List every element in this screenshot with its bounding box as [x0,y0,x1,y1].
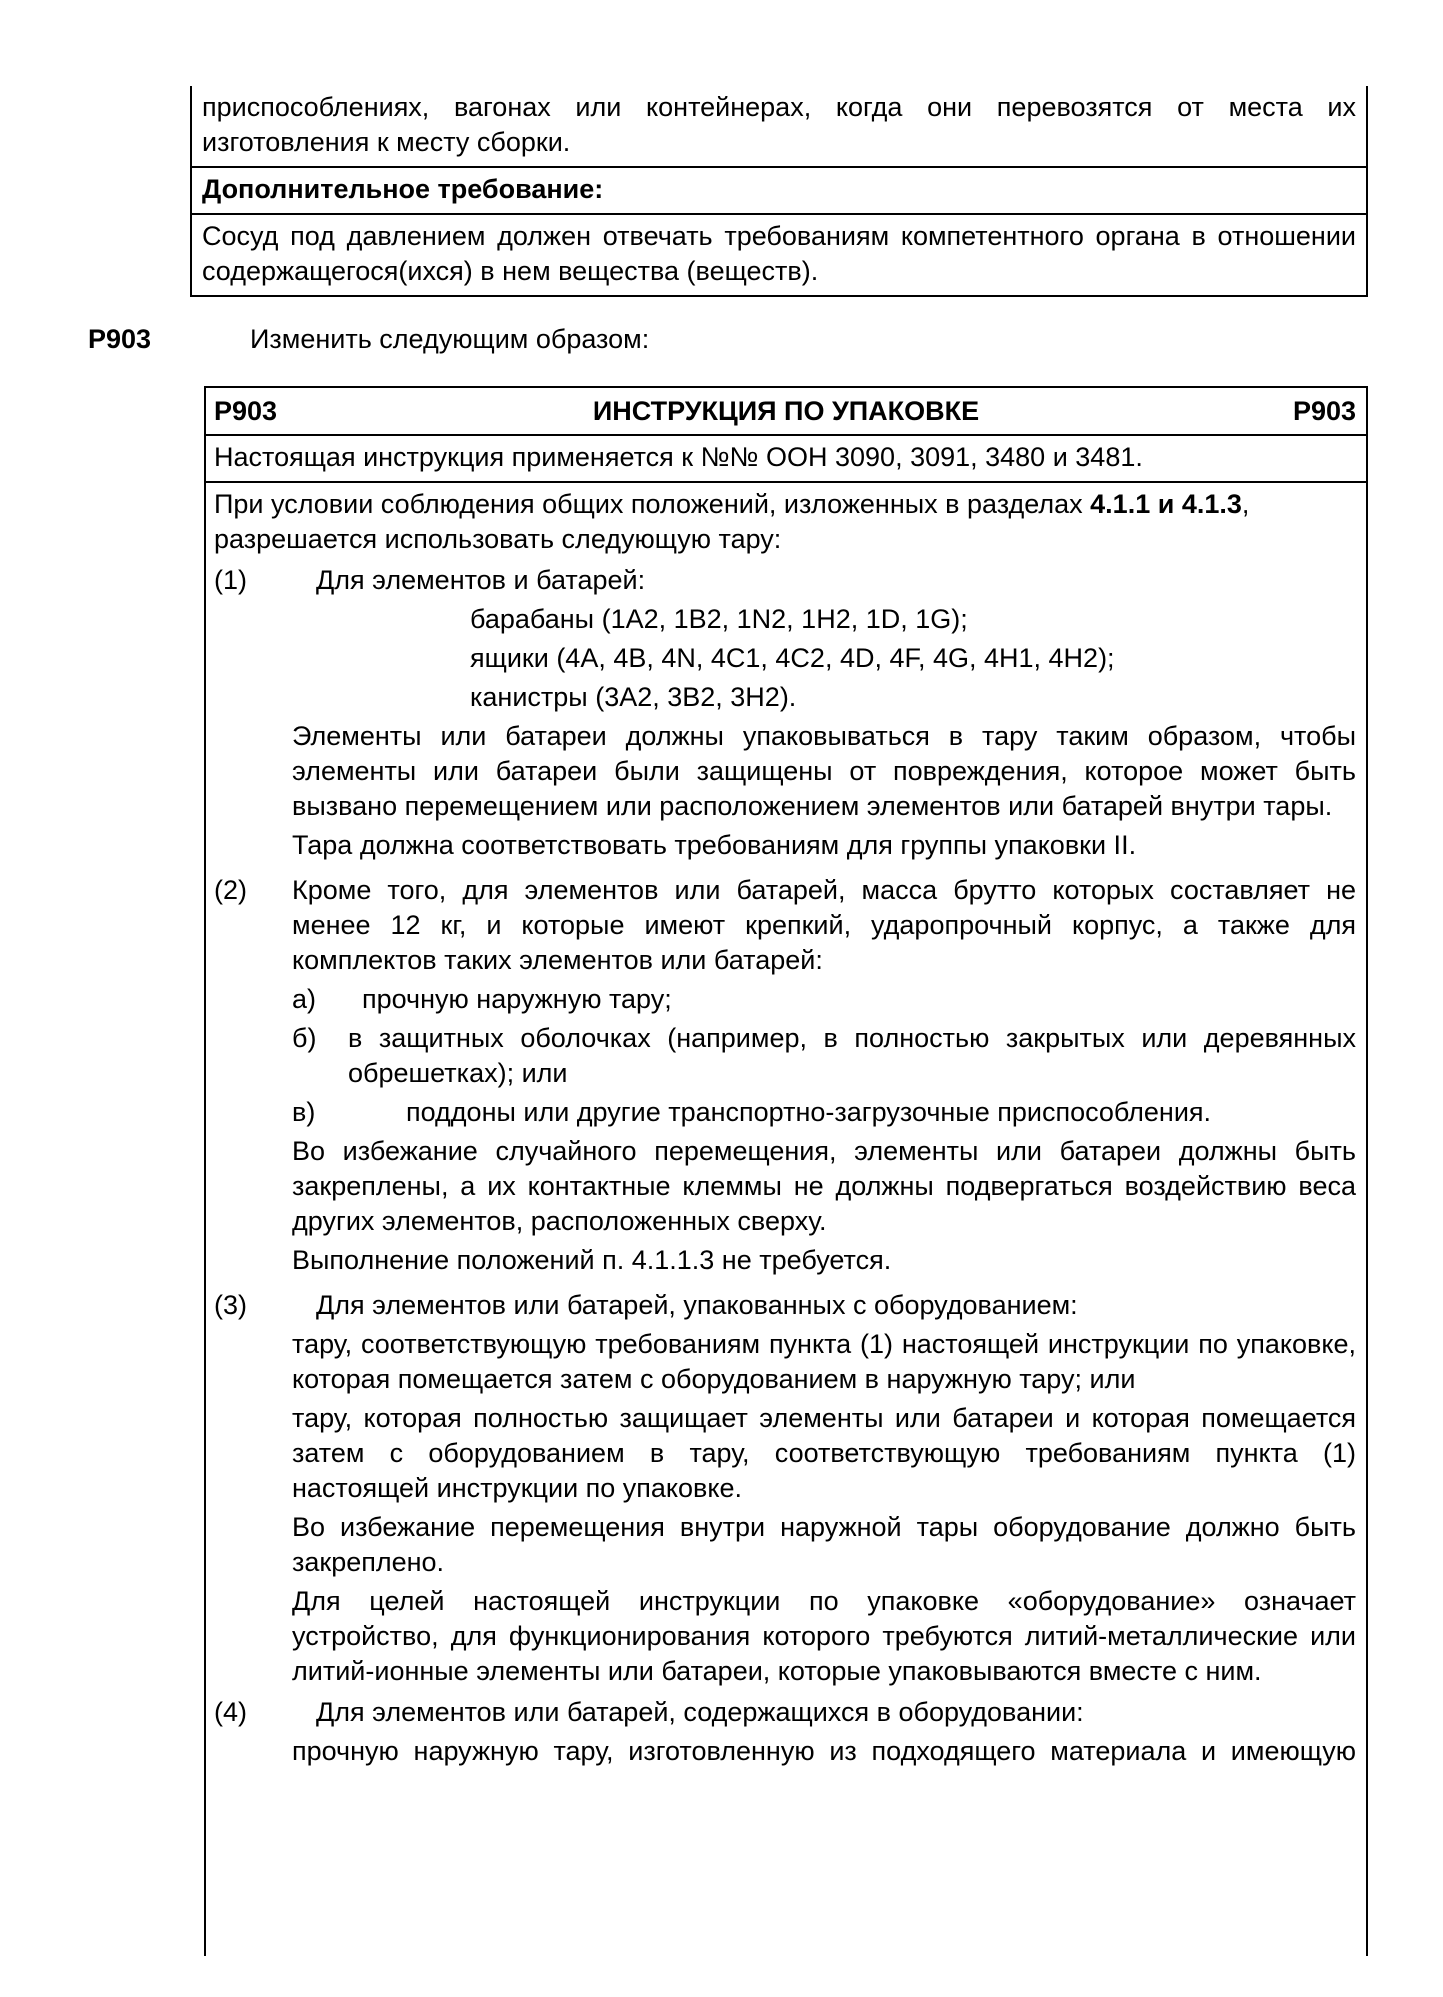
subitem-a [292,982,1356,1017]
section-1-paragraph-2: Тара должна соответствовать требованиям для группы упаковки II. [292,830,1137,860]
section-3-number: (3) [214,1290,247,1320]
package-boxes: ящики (4A, 4B, 4N, 4C1, 4C2, 4D, 4F, 4G, 4H1, 4H2); [470,643,1115,673]
subitem-a-text: прочную наружную тару; [362,984,672,1014]
section-3-lead: Для элементов или батарей, упакованных с оборудованием: [316,1290,1078,1320]
instruction-body [206,481,1366,1775]
section-2-paragraph-1: Во избежание случайного перемещения, элементы или батареи должны быть закреплены, а их контактные клеммы не должны подвергаться воздействию веса других элементов, расположенных сверху. [292,1136,1356,1236]
section-1-paragraph-1: Элементы или батареи должны упаковываться в тару таким образом, чтобы элементы или батареи были защищены от повреждения, которое может быть вызвано перемещением или расположением элементов или батарей внутри тары. [292,721,1356,821]
instruction-code-right: P903 [1292,396,1356,426]
section-2-paragraph-2: Выполнение положений п. 4.1.1.3 не требуется. [292,1245,892,1275]
section-4-paragraph-1: прочную наружную тару, изготовленную из подходящего материала и имеющую [292,1736,1356,1766]
instruction-code-left: P903 [214,396,278,426]
section-4-lead: Для элементов или батарей, содержащихся в оборудовании: [316,1697,1084,1727]
subitem-b [292,1021,1356,1091]
section-4 [214,1695,1356,1769]
previous-instruction-box [190,86,1368,297]
continuation-cell [192,86,1366,166]
subitem-c [292,1095,1356,1130]
section-4-number: (4) [214,1697,247,1727]
section-3-paragraph-2: тару, которая полностью защищает элементы или батареи и которая помещается затем с оборудованием в тару, соответствующую требованиям пункта (1) настоящей инструкции по упаковке. [292,1403,1356,1503]
section-3 [214,1288,1356,1689]
section-1-lead: Для элементов и батарей: [316,565,646,595]
section-2 [214,873,1356,1278]
continuation-line-2: изготовления к месту сборки. [202,127,571,157]
section-2-lead: Кроме того, для элементов или батарей, масса брутто которых составляет не менее 12 кг, и которые имеют крепкий, ударопрочный корпус, а также для комплектов таких элементов или батарей: [292,875,1356,975]
amendment-text: Изменить следующим образом: [250,324,650,354]
subitem-c-letter: в) [292,1097,316,1127]
subitem-b-letter: б) [292,1023,317,1053]
amendment-code: P903 [88,324,152,354]
subitem-c-text: поддоны или другие транспортно-загрузочные приспособления. [406,1097,1212,1127]
intro-paragraph [214,487,1356,557]
package-drums: барабаны (1A2, 1B2, 1N2, 1H2, 1D, 1G); [470,604,968,634]
section-1 [214,563,1356,863]
packing-instruction-box [204,386,1368,1956]
intro-ref-1: 4.1.1 [1090,489,1151,519]
applicability-row: Настоящая инструкция применяется к №№ ООН 3090, 3091, 3480 и 3481. [214,442,1143,472]
instruction-header [206,388,1366,436]
package-jerricans: канистры (3A2, 3B2, 3H2). [470,682,797,712]
intro-pre: При условии соблюдения общих положений, изложенных в разделах [214,489,1091,519]
subitem-a-letter: a) [292,984,317,1014]
subitem-b-text: в защитных оболочках (например, в полностью закрытых или деревянных обрешетках); или [348,1023,1356,1088]
section-3-paragraph-3: Во избежание перемещения внутри наружной тары оборудование должно быть закреплено. [292,1512,1356,1577]
intro-ref-2: 4.1.3 [1181,489,1242,519]
continuation-line-1: приспособлениях, вагонах или контейнерах, когда они перевозятся от места их [202,92,1356,122]
amendment-line [88,322,1368,362]
intro-post: , разрешается использовать следующую тару: [214,489,1250,554]
additional-requirement-text: Сосуд под давлением должен отвечать требованиям компетентного органа в отношении содержащегося(ихся) в нем вещества (веществ). [192,213,1366,295]
instruction-title: ИНСТРУКЦИЯ ПО УПАКОВКЕ [592,396,980,426]
intro-and: и [1150,489,1182,519]
section-2-number: (2) [214,875,247,905]
section-3-paragraph-4: Для целей настоящей инструкции по упаковке «оборудование» означает устройство, для функционирования которого требуются литий-металлические или литий-ионные элементы или батареи, которые упаковываются вместе с ним. [292,1586,1356,1686]
section-1-number: (1) [214,565,247,595]
section-3-paragraph-1: тару, соответствующую требованиям пункта (1) настоящей инструкции по упаковке, которая помещается затем с оборудованием в наружную тару; или [292,1329,1356,1394]
additional-requirement-heading: Дополнительное требование: [192,166,1366,213]
